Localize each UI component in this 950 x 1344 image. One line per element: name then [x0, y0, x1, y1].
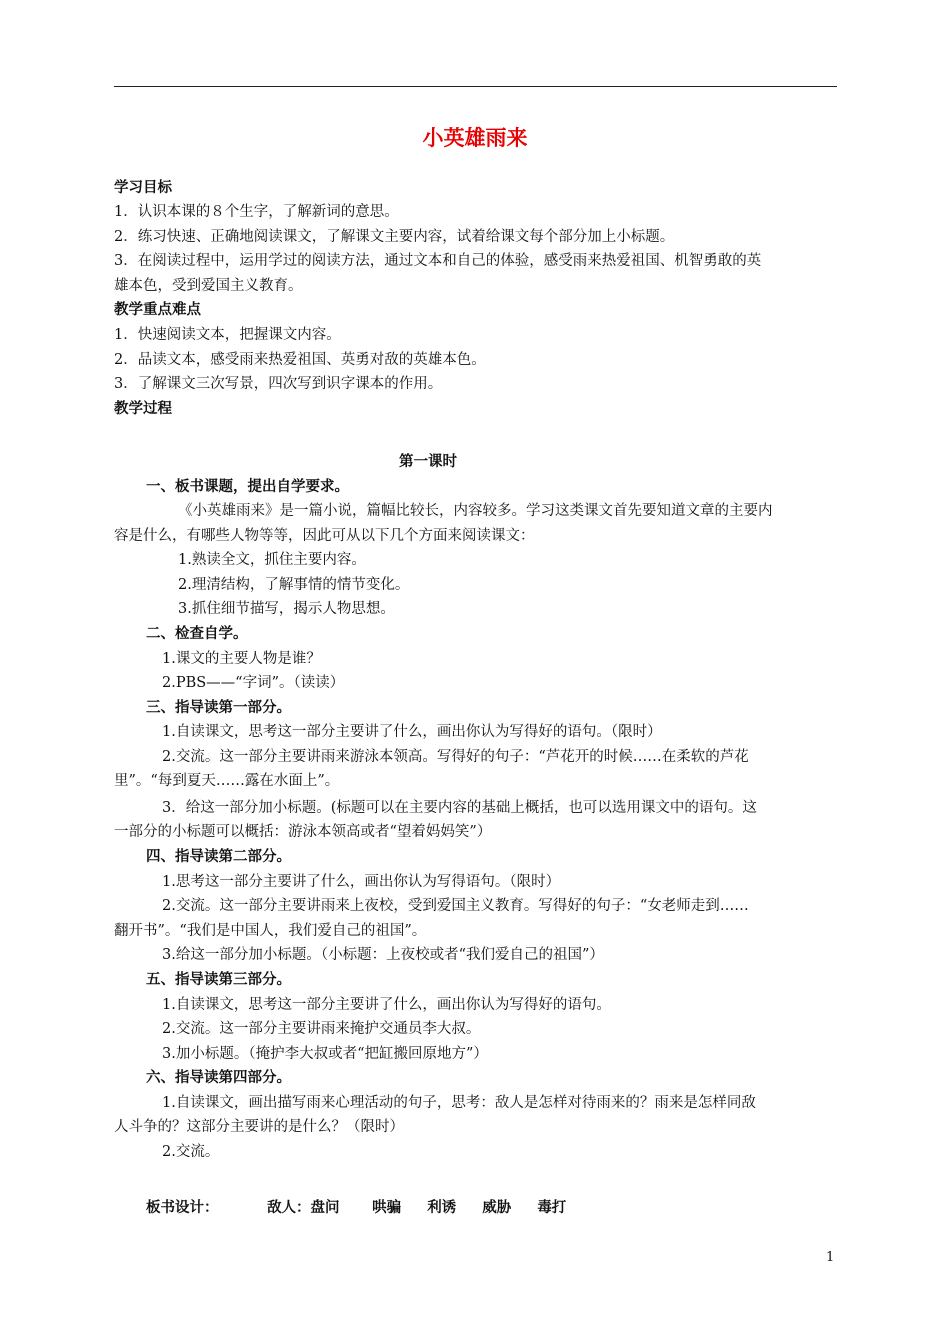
section-1-item-2: 2.理清结构，了解事情的情节变化。 — [178, 577, 410, 593]
page-title: 小英雄雨来 — [422, 126, 528, 150]
section-4-item-1: 1.思考这一部分主要讲了什么，画出你认为写得语句。（限时） — [162, 874, 561, 890]
section-6-item-2: 2.交流。 — [162, 1144, 220, 1160]
header-rule — [114, 86, 837, 87]
section-3-item-1: 1.自读课文，思考这一部分主要讲了什么，画出你认为写得好的语句。（限时） — [162, 724, 662, 740]
goal-2: 2．练习快速、正确地阅读课文，了解课文主要内容，试着给课文每个部分加上小标题。 — [114, 229, 675, 245]
section-3-item-2-line1: 2.交流。这一部分主要讲雨来游泳本领高。写得好的句子：“芦花开的时候……在柔软的芦花 — [162, 749, 749, 765]
key-point-3: 3．了解课文三次写景，四次写到识字课本的作用。 — [114, 376, 443, 392]
section-5-heading: 五、指导读第三部分。 — [146, 972, 291, 988]
section-4-heading: 四、指导读第二部分。 — [146, 849, 291, 865]
section-1-heading: 一、板书课题，提出自学要求。 — [146, 479, 349, 495]
key-point-2: 2．品读文本，感受雨来热爱祖国、英勇对敌的英雄本色。 — [114, 352, 486, 368]
heading-process: 教学过程 — [114, 401, 172, 417]
section-6-item-1-line2: 人斗争的？这部分主要讲的是什么？（限时） — [114, 1119, 404, 1135]
board-word-beat: 毒打 — [537, 1200, 567, 1216]
section-3-item-3-line2: 一部分的小标题可以概括：游泳本领高或者“望着妈妈笑”） — [114, 824, 492, 840]
board-design — [146, 1196, 566, 1220]
section-2-heading: 二、检查自学。 — [146, 626, 248, 642]
goal-3-line1: 3．在阅读过程中，运用学过的阅读方法，通过文本和自己的体验，感受雨来热爱祖国、机智勇敢的英 — [114, 253, 762, 269]
section-1-para-line1: 《小英雄雨来》是一篇小说，篇幅比较长，内容较多。学习这类课文首先要知道文章的主要内 — [178, 503, 773, 519]
heading-key-points: 教学重点难点 — [114, 302, 201, 318]
section-6-heading: 六、指导读第四部分。 — [146, 1070, 291, 1086]
section-1-item-3: 3.抓住细节描写，揭示人物思想。 — [178, 601, 395, 617]
section-3-item-2-line2: 里”。“每到夏天……露在水面上”。 — [114, 773, 340, 789]
section-3-heading: 三、指导读第一部分。 — [146, 700, 291, 716]
section-4-item-2-line1: 2.交流。这一部分主要讲雨来上夜校，受到爱国主义教育。写得好的句子：“女老师走到…… — [162, 898, 749, 914]
section-3-item-3-line1: 3．给这一部分加小标题。(标题可以在主要内容的基础上概括，也可以选用课文中的语句。这 — [162, 800, 757, 816]
board-word-threaten: 威胁 — [482, 1200, 512, 1216]
section-5-item-3: 3.加小标题。（掩护李大叔或者“把缸搬回原地方”） — [162, 1046, 488, 1062]
board-design-label: 板书设计： — [146, 1200, 219, 1216]
heading-goals: 学习目标 — [114, 180, 172, 196]
section-2-item-2: 2.PBS——“字词”。（读读） — [162, 675, 345, 691]
board-enemy-interrogate: 敌人：盘问 — [267, 1200, 340, 1216]
goal-1: 1．认识本课的８个生字，了解新词的意思。 — [114, 204, 399, 220]
section-5-item-1: 1.自读课文，思考这一部分主要讲了什么，画出你认为写得好的语句。 — [162, 997, 611, 1013]
page-number: 1 — [826, 1250, 835, 1265]
lesson-heading: 第一课时 — [399, 454, 457, 470]
section-6-item-1-line1: 1.自读课文，画出描写雨来心理活动的句子，思考：敌人是怎样对待雨来的？雨来是怎样同敌 — [162, 1095, 756, 1111]
section-1-item-1: 1.熟读全文，抓住主要内容。 — [178, 552, 366, 568]
section-5-item-2: 2.交流。这一部分主要讲雨来掩护交通员李大叔。 — [162, 1021, 481, 1037]
key-point-1: 1．快速阅读文本，把握课文内容。 — [114, 327, 341, 343]
section-2-item-1: 1.课文的主要人物是谁？ — [162, 651, 321, 667]
board-word-coax: 哄骗 — [372, 1200, 402, 1216]
goal-3-line2: 雄本色，受到爱国主义教育。 — [114, 278, 303, 294]
board-word-lure: 利诱 — [427, 1200, 457, 1216]
section-4-item-3: 3.给这一部分加小标题。（小标题：上夜校或者“我们爱自己的祖国”） — [162, 947, 604, 963]
section-4-item-2-line2: 翻开书”。“我们是中国人，我们爱自己的祖国”。 — [114, 923, 427, 939]
section-1-para-line2: 容是什么，有哪些人物等等，因此可从以下几个方面来阅读课文： — [114, 528, 535, 544]
